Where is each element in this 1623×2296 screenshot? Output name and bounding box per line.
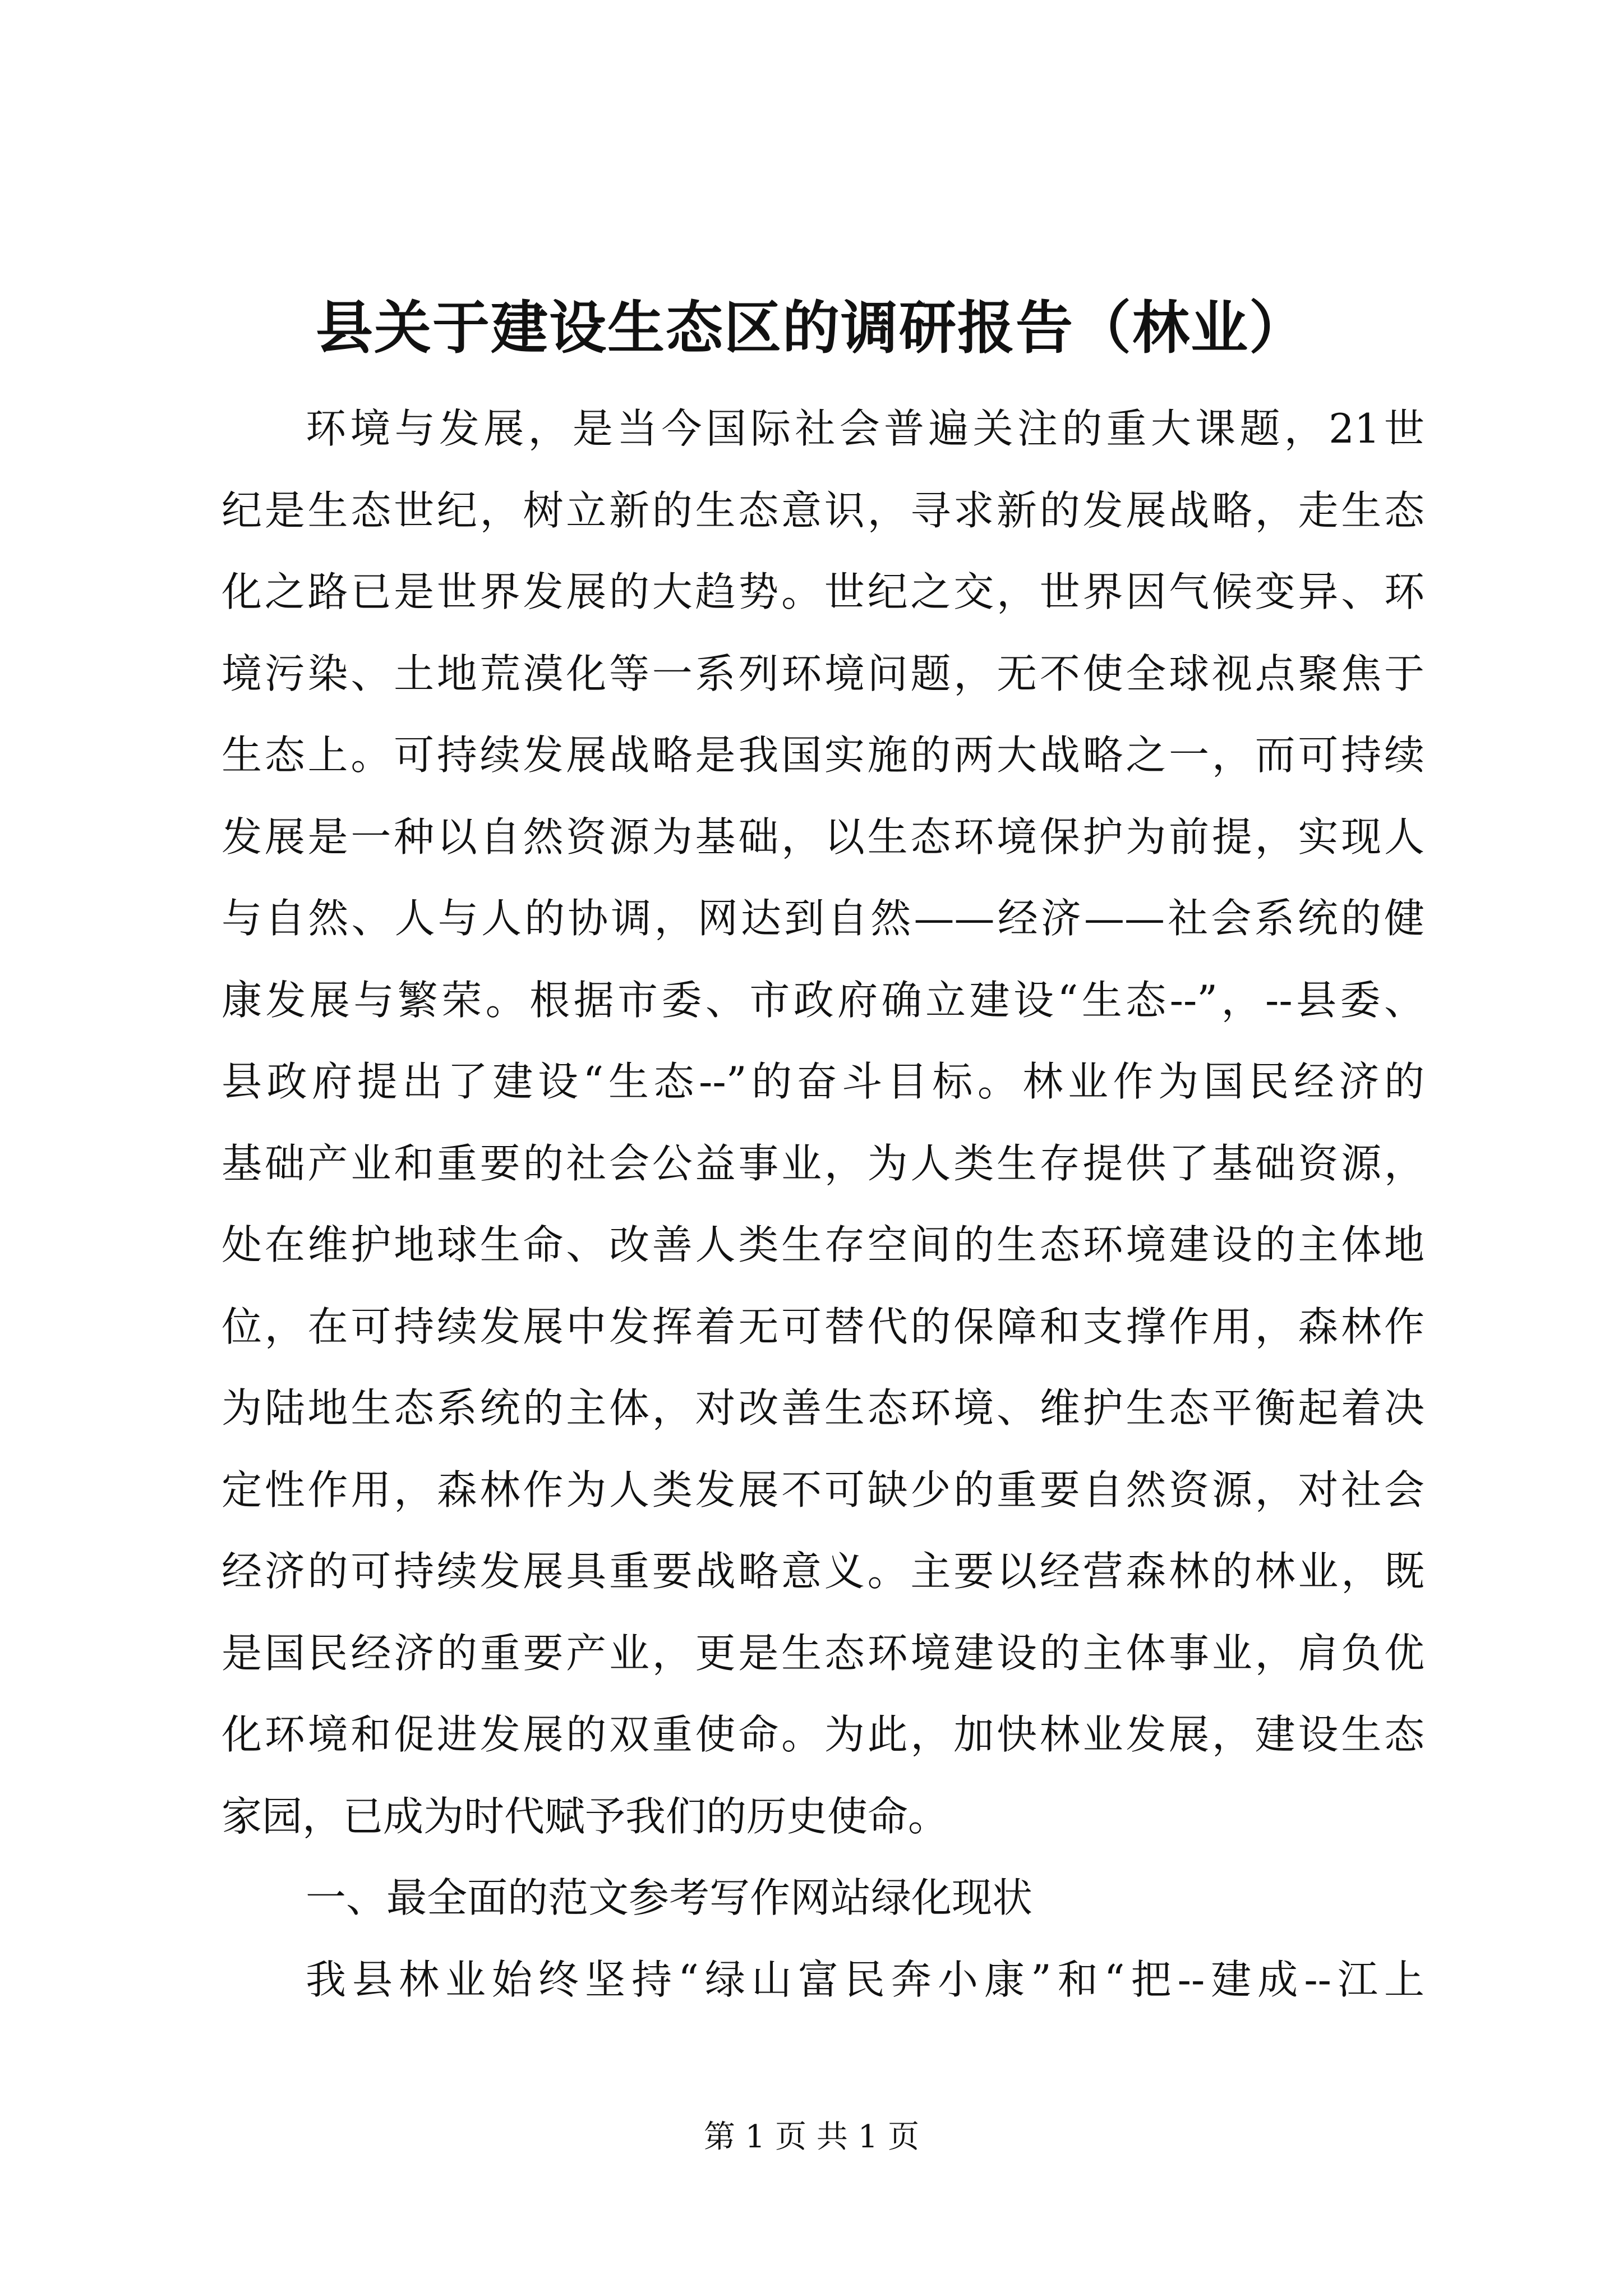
- paragraph-line: 处在维护地球生命、改善人类生存空间的生态环境建设的主体地: [222, 1221, 1424, 1268]
- paragraph-line: 境污染、土地荒漠化等一系列环境问题，无不使全球视点聚焦于: [222, 650, 1424, 697]
- paragraph-line: 康发展与繁荣。根据市委、市政府确立建设“生态--”，--县委、: [222, 976, 1424, 1024]
- document-title: 县关于建设生态区的调研报告（林业）: [316, 295, 1307, 362]
- paragraph-line: 与自然、人与人的协调，网达到自然——经济——社会系统的健: [222, 895, 1424, 942]
- paragraph-line: 纪是生态世纪，树立新的生态意识，寻求新的发展战略，走生态: [222, 486, 1424, 534]
- paragraph-line: 环境与发展，是当今国际社会普遍关注的重大课题，21世: [306, 405, 1424, 452]
- paragraph-line: 为陆地生态系统的主体，对改善生态环境、维护生态平衡起着决: [222, 1384, 1424, 1432]
- paragraph-line: 发展是一种以自然资源为基础，以生态环境保护为前提，实现人: [222, 813, 1424, 861]
- paragraph-line: 是国民经济的重要产业，更是生态环境建设的主体事业，肩负优: [222, 1629, 1424, 1677]
- paragraph-line: 化之路已是世界发展的大趋势。世纪之交，世界因气候变异、环: [222, 568, 1424, 615]
- paragraph-line: 化环境和促进发展的双重使命。为此，加快林业发展，建设生态: [222, 1711, 1424, 1758]
- paragraph-line: 家园，已成为时代赋予我们的历史使命。: [222, 1792, 949, 1840]
- paragraph-line: 位，在可持续发展中发挥着无可替代的保障和支撑作用，森林作: [222, 1303, 1424, 1350]
- paragraph-line: 县政府提出了建设“生态--”的奋斗目标。林业作为国民经济的: [222, 1058, 1424, 1105]
- document-body: [222, 388, 1424, 2021]
- paragraph-line: 基础产业和重要的社会公益事业，为人类生存提供了基础资源，: [222, 1139, 1424, 1187]
- paragraph-line: 经济的可持续发展具重要战略意义。主要以经营森林的林业，既: [222, 1548, 1424, 1595]
- paragraph-line: 我县林业始终坚持“绿山富民奔小康”和“把--建成--江上: [306, 1955, 1424, 2003]
- paragraph-line: 生态上。可持续发展战略是我国实施的两大战略之一，而可持续: [222, 731, 1424, 779]
- paragraph-line: 定性作用，森林作为人类发展不可缺少的重要自然资源，对社会: [222, 1466, 1424, 1513]
- section-heading: 一、最全面的范文参考写作网站绿化现状: [306, 1874, 1033, 1921]
- page-footer: 第 1 页 共 1 页: [703, 2119, 920, 2155]
